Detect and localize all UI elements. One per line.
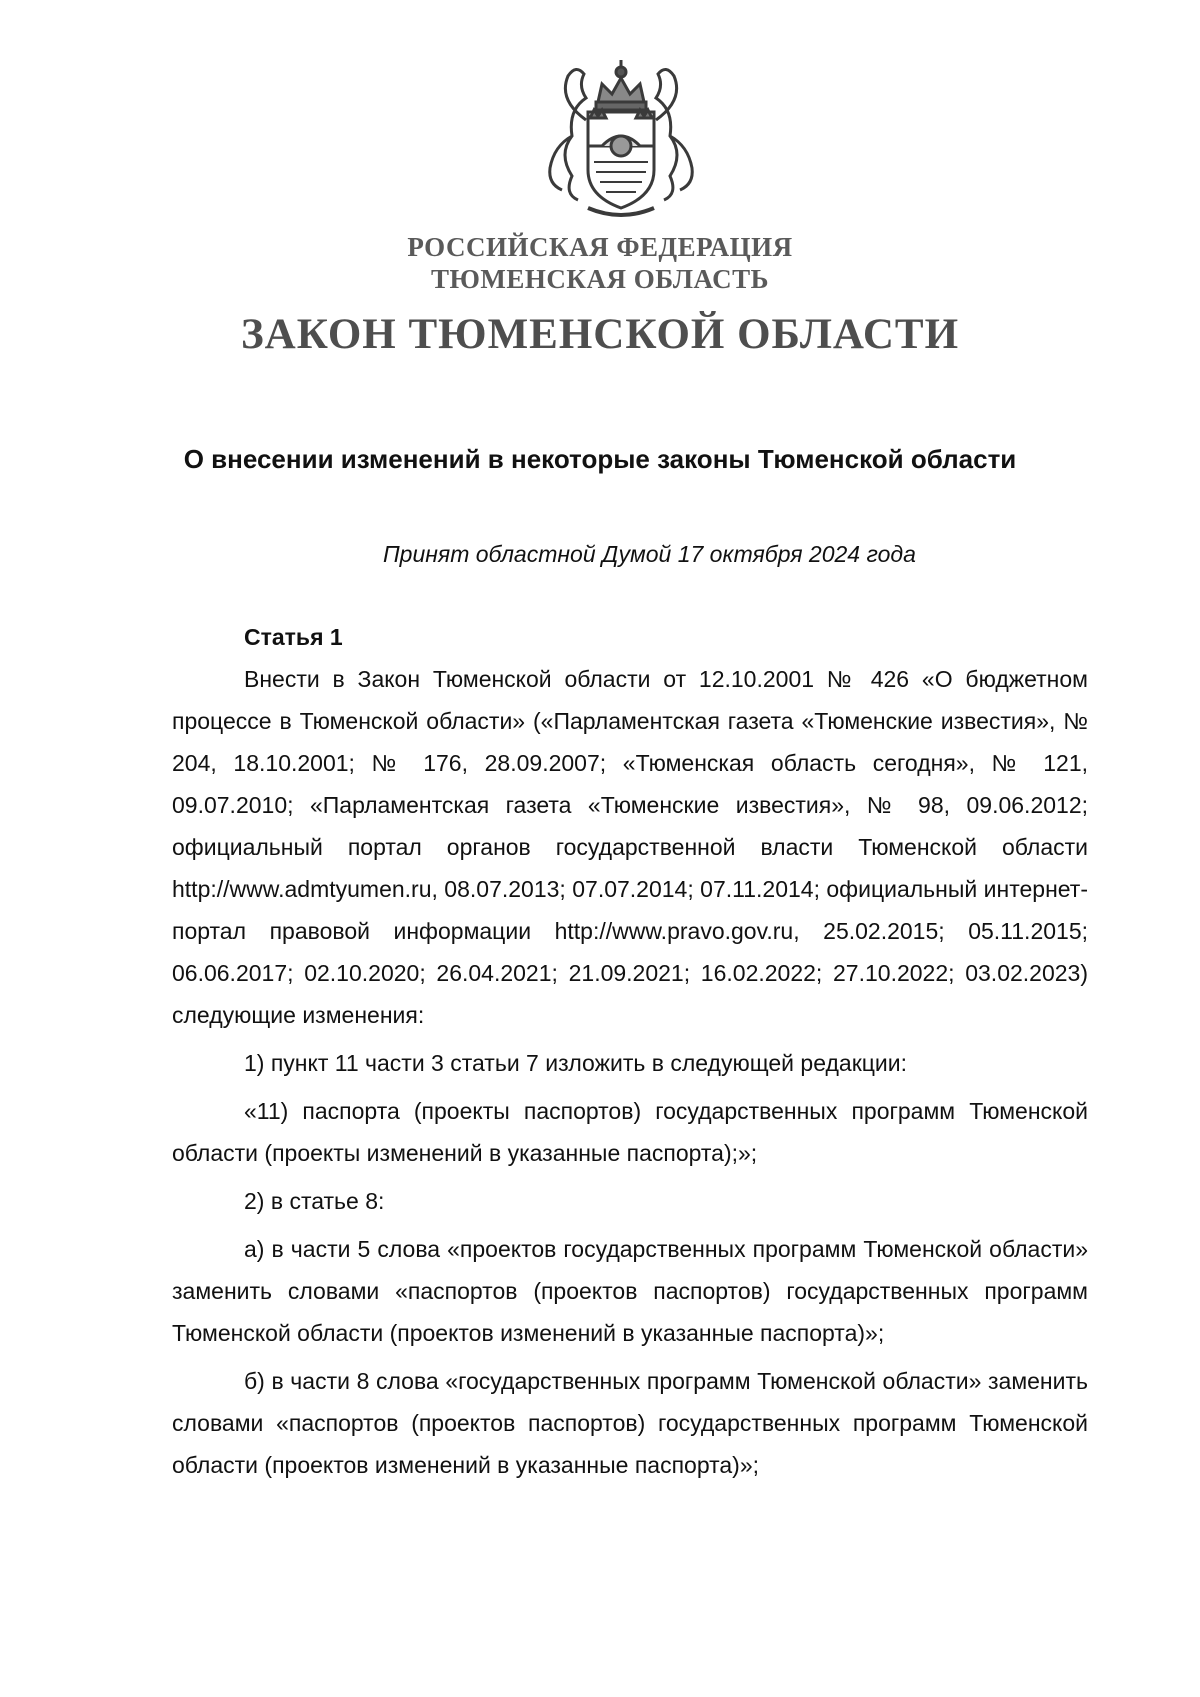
paragraph: «11) паспорта (проекты паспортов) государственных программ Тюменской области (проекты изменений в указанные паспорта);»; — [172, 1098, 1088, 1166]
document-body — [172, 658, 1088, 1492]
coat-of-arms-icon — [528, 50, 714, 220]
header-region: ТЮМЕНСКАЯ ОБЛАСТЬ — [430, 264, 770, 294]
paragraph: 1) пункт 11 части 3 статьи 7 изложить в следующей редакции: — [244, 1050, 908, 1076]
paragraph: б) в части 8 слова «государственных программ Тюменской области» заменить словами «паспортов (проектов паспортов) государственных программ Тюменской области (проектов изменений в указанные паспорта)»; — [172, 1368, 1088, 1478]
adoption-note: Принят областной Думой 17 октября 2024 года — [383, 541, 916, 567]
header-law-type: ЗАКОН ТЮМЕНСКОЙ ОБЛАСТИ — [240, 311, 960, 358]
document-title: О внесении изменений в некоторые законы Тюменской области — [183, 444, 1017, 474]
header-country: РОССИЙСКАЯ ФЕДЕРАЦИЯ — [407, 232, 793, 262]
paragraph: Внести в Закон Тюменской области от 12.10.2001 № 426 «О бюджетном процессе в Тюменской области» («Парламентская газета «Тюменские известия», № 204, 18.10.2001; № 176, 28.09.2007; «Тюменская область сегодня», № 121, 09.07.2010; «Парламентская газета «Тюменские известия», № 98, 09.06.2012; официальный портал органов государственной власти Тюменской области http://www.admtyumen.ru, 08.07.2013; 07.07.2014; 07.11.2014; официальный интернет-портал правовой информации http://www.pravo.gov.ru, 25.02.2015; 05.11.2015; 06.06.2017; 02.10.2020; 26.04.2021; 21.09.2021; 16.02.2022; 27.10.2022; 03.02.2023) следующие изменения: — [172, 666, 1088, 1028]
article-heading: Статья 1 — [244, 624, 343, 650]
paragraph: 2) в статье 8: — [244, 1188, 385, 1214]
paragraph: а) в части 5 слова «проектов государственных программ Тюменской области» заменить словами «паспортов (проектов паспортов) государственных программ Тюменской области (проектов изменений в указанные паспорта)»; — [172, 1236, 1088, 1346]
